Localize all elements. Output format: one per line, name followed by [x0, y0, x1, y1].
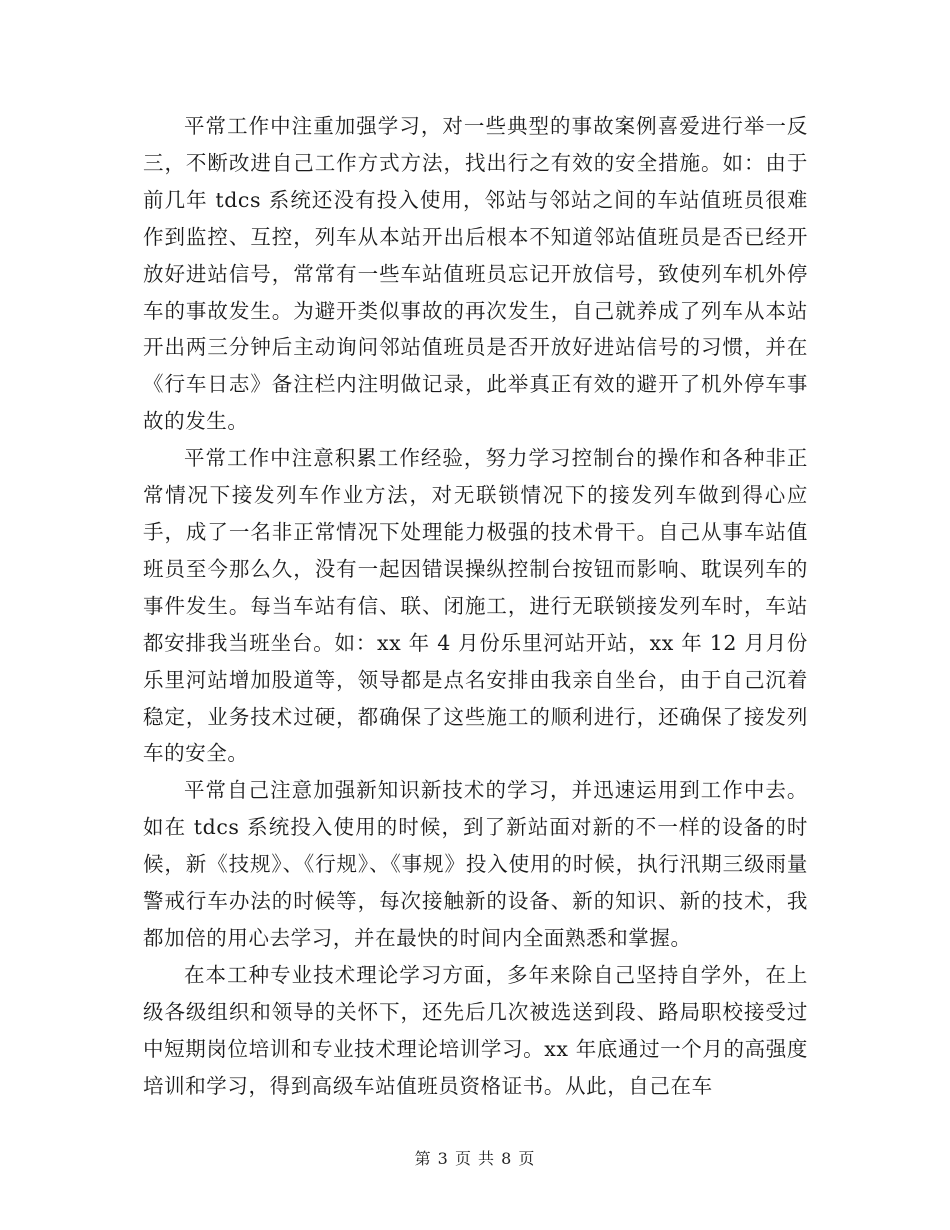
paragraph-4: 在本工种专业技术理论学习方面，多年来除自己坚持自学外，在上级各级组织和领导的关怀下，还先后几次被选送到段、路局职校接受过中短期岗位培训和专业技术理论培训学习。xx 年底通过一个月的高强度培训和学习，得到高级车站值班员资格证书。从此，自己在车: [143, 962, 808, 1098]
paragraph-2: 平常工作中注意积累工作经验，努力学习控制台的操作和各种非正常情况下接发列车作业方法，对无联锁情况下的接发列车做到得心应手，成了一名非正常情况下处理能力极强的技术骨干。自己从事车站值班员至今那么久，没有一起因错误操纵控制台按钮而影响、耽误列车的事件发生。每当车站有信、联、闭施工，进行无联锁接发列车时，车站都安排我当班坐台。如：xx 年 4 月份乐里河站开站，xx 年 12 月月份乐里河站增加股道等，领导都是点名安排由我亲自坐台，由于自己沉着稳定，业务技术过硬，都确保了这些施工的顺利进行，还确保了接发列车的安全。: [143, 446, 808, 766]
page-number-footer: 第 3 页 共 8 页: [414, 1149, 536, 1168]
document-body: [143, 108, 808, 1104]
paragraph-3: 平常自己注意加强新知识新技术的学习，并迅速运用到工作中去。如在 tdcs 系统投入使用的时候，到了新站面对新的不一样的设备的时候，新《技规》、《行规》、《事规》投入使用的时候，执行汛期三级雨量警戒行车办法的时候等，每次接触新的设备、新的知识、新的技术，我都加倍的用心去学习，并在最快的时间内全面熟悉和掌握。: [143, 778, 808, 950]
paragraph-1: 平常工作中注重加强学习，对一些典型的事故案例喜爱进行举一反三，不断改进自己工作方式方法，找出行之有效的安全措施。如：由于前几年 tdcs 系统还没有投入使用，邻站与邻站之间的车站值班员很难作到监控、互控，列车从本站开出后根本不知道邻站值班员是否已经开放好进站信号，常常有一些车站值班员忘记开放信号，致使列车机外停车的事故发生。为避开类似事故的再次发生，自己就养成了列车从本站开出两三分钟后主动询问邻站值班员是否开放好进站信号的习惯，并在《行车日志》备注栏内注明做记录，此举真正有效的避开了机外停车事故的发生。: [143, 114, 808, 434]
